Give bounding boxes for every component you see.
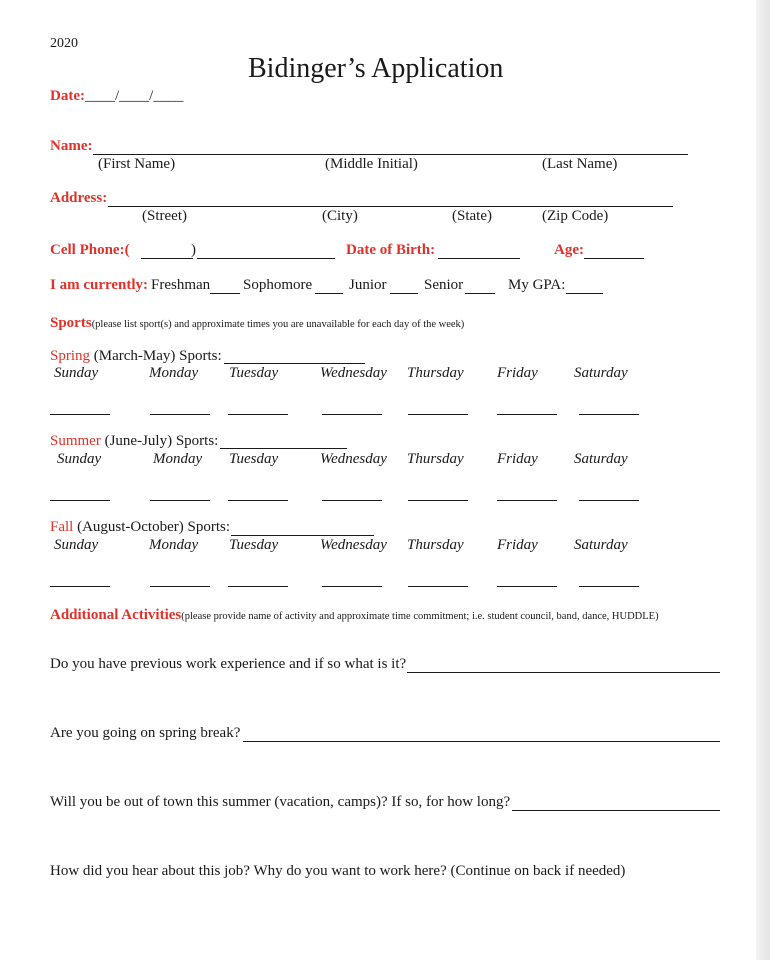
day-label-sunday: Sunday [57, 451, 102, 467]
zip-caption: (Zip Code) [542, 208, 609, 224]
dob-input-line[interactable] [438, 258, 520, 259]
age-label: Age: [554, 242, 584, 258]
fall-monday-line[interactable] [150, 586, 210, 587]
name-label: Name: [50, 138, 93, 154]
junior-option: Junior [349, 277, 387, 293]
age-input-line[interactable] [584, 258, 644, 259]
junior-blank[interactable] [390, 293, 418, 294]
spring-sports-line[interactable] [224, 363, 365, 364]
city-caption: (City) [322, 208, 358, 224]
spring-friday-line[interactable] [497, 414, 557, 415]
summer-thursday-line[interactable] [408, 500, 468, 501]
work-experience-line[interactable] [407, 672, 720, 673]
summer-friday-line[interactable] [497, 500, 557, 501]
day-label-wednesday: Wednesday [320, 537, 387, 553]
question-spring-break: Are you going on spring break? [50, 725, 241, 741]
area-code-line[interactable] [141, 258, 193, 259]
dob-label: Date of Birth: [346, 242, 436, 258]
gpa-input-line[interactable] [566, 293, 603, 294]
summer-season: Summer [50, 433, 101, 449]
fall-season: Fall [50, 519, 74, 535]
street-caption: (Street) [142, 208, 187, 224]
day-label-thursday: Thursday [407, 451, 464, 467]
grade-label: I am currently: [50, 277, 149, 293]
spring-heading [50, 348, 222, 365]
summer-sports-label: (June-July) Sports: [104, 433, 219, 449]
fall-wednesday-line[interactable] [322, 586, 382, 587]
day-label-thursday: Thursday [407, 365, 464, 381]
day-label-friday: Friday [497, 451, 538, 467]
day-label-tuesday: Tuesday [229, 537, 279, 553]
page-title: Bidinger’s Application [248, 53, 504, 84]
freshman-blank[interactable] [210, 293, 240, 294]
additional-activities-label: Additional Activities [50, 607, 182, 623]
day-label-saturday: Saturday [574, 365, 628, 381]
sports-heading [50, 314, 464, 332]
address-input-line[interactable] [108, 206, 673, 207]
gpa-label: My GPA: [508, 277, 566, 293]
day-label-saturday: Saturday [574, 451, 628, 467]
form-year: 2020 [50, 36, 78, 51]
summer-travel-line[interactable] [512, 810, 720, 811]
spring-saturday-line[interactable] [579, 414, 639, 415]
fall-thursday-line[interactable] [408, 586, 468, 587]
day-label-friday: Friday [497, 365, 538, 381]
day-label-tuesday: Tuesday [229, 365, 279, 381]
state-caption: (State) [452, 208, 492, 224]
fall-friday-line[interactable] [497, 586, 557, 587]
spring-sunday-line[interactable] [50, 414, 110, 415]
fall-sunday-line[interactable] [50, 586, 110, 587]
day-label-friday: Friday [497, 537, 538, 553]
date-field[interactable] [50, 88, 183, 105]
spring-monday-line[interactable] [150, 414, 210, 415]
senior-option: Senior [424, 277, 464, 293]
day-label-wednesday: Wednesday [320, 451, 387, 467]
sophomore-blank[interactable] [315, 293, 343, 294]
fall-saturday-line[interactable] [579, 586, 639, 587]
question-why-this-job: How did you hear about this job? Why do you want to work here? (Continue on back if needed) [50, 863, 626, 879]
spring-wednesday-line[interactable] [322, 414, 382, 415]
day-label-thursday: Thursday [407, 537, 464, 553]
sophomore-option: Sophomore [243, 277, 313, 293]
middle-initial-caption: (Middle Initial) [325, 156, 418, 172]
fall-tuesday-line[interactable] [228, 586, 288, 587]
name-input-line[interactable] [93, 154, 688, 155]
summer-tuesday-line[interactable] [228, 500, 288, 501]
summer-wednesday-line[interactable] [322, 500, 382, 501]
summer-sunday-line[interactable] [50, 500, 110, 501]
day-label-monday: Monday [149, 537, 199, 553]
summer-monday-line[interactable] [150, 500, 210, 501]
day-label-tuesday: Tuesday [229, 451, 279, 467]
summer-sports-line[interactable] [220, 448, 347, 449]
cell-phone-label: Cell Phone:( [50, 242, 130, 258]
day-label-sunday: Sunday [54, 537, 99, 553]
day-label-sunday: Sunday [54, 365, 99, 381]
date-label: Date: [50, 88, 85, 104]
address-label: Address: [50, 190, 108, 206]
spring-season: Spring [50, 348, 91, 364]
fall-sports-line[interactable] [231, 535, 374, 536]
sports-note: (please list sport(s) and approximate times you are unavailable for each day of the week) [91, 319, 465, 330]
day-label-monday: Monday [153, 451, 203, 467]
question-summer-travel: Will you be out of town this summer (vacation, camps)? If so, for how long? [50, 794, 511, 810]
spring-sports-label: (March-May) Sports: [93, 348, 222, 364]
day-label-saturday: Saturday [574, 537, 628, 553]
day-label-wednesday: Wednesday [320, 365, 387, 381]
additional-activities-heading [50, 606, 659, 624]
sports-label: Sports [50, 315, 92, 331]
spring-break-line[interactable] [243, 741, 720, 742]
fall-heading [50, 519, 230, 536]
fall-sports-label: (August-October) Sports: [77, 519, 230, 535]
question-work-experience: Do you have previous work experience and if so what is it? [50, 656, 407, 672]
spring-tuesday-line[interactable] [228, 414, 288, 415]
additional-activities-note: (please provide name of activity and approximate time commitment; i.e. student council, band, dance, HUDDLE) [181, 611, 659, 622]
summer-saturday-line[interactable] [579, 500, 639, 501]
senior-blank[interactable] [465, 293, 495, 294]
area-code-close: ) [191, 242, 196, 258]
date-blank: ____/____/____ [84, 88, 184, 104]
phone-number-line[interactable] [197, 258, 335, 259]
first-name-caption: (First Name) [98, 156, 176, 172]
freshman-option: Freshman [151, 277, 211, 293]
page-edge [756, 0, 770, 960]
last-name-caption: (Last Name) [542, 156, 618, 172]
summer-heading [50, 433, 218, 450]
spring-thursday-line[interactable] [408, 414, 468, 415]
day-label-monday: Monday [149, 365, 199, 381]
